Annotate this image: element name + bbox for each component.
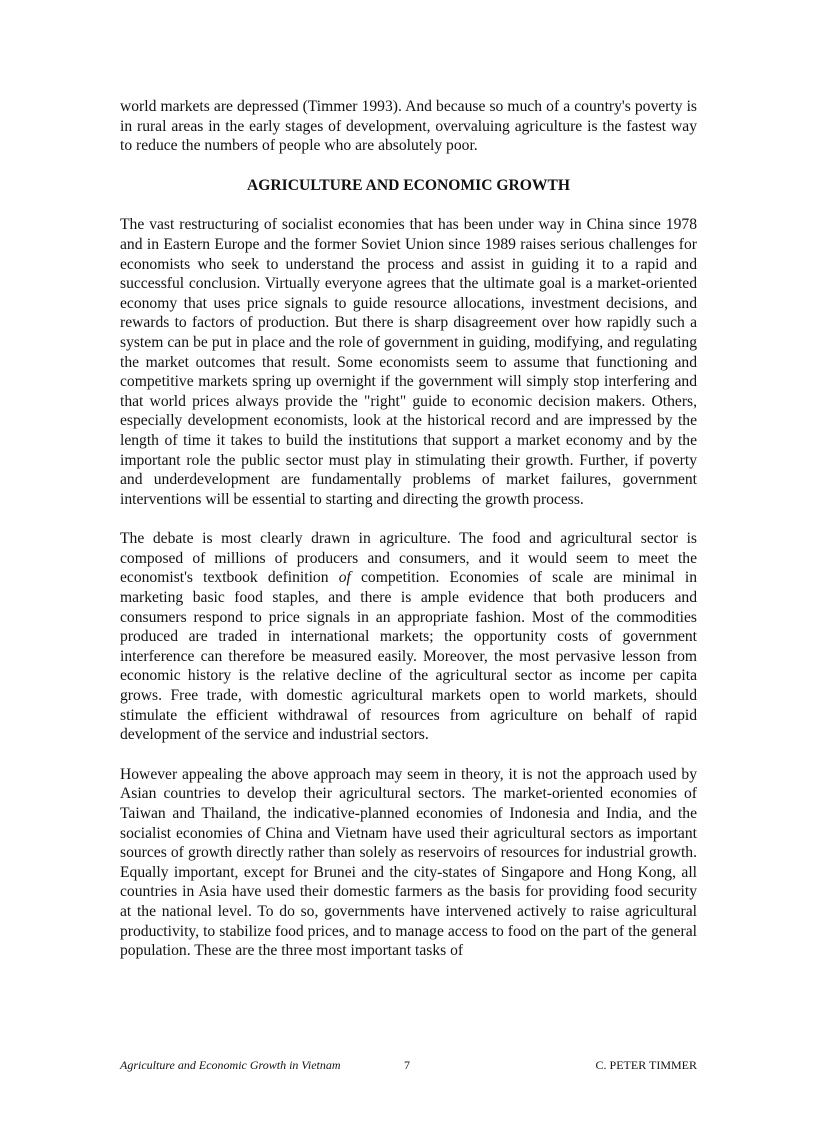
page-footer: [120, 1058, 697, 1074]
section-heading: AGRICULTURE AND ECONOMIC GROWTH: [246, 176, 571, 194]
intro-paragraph: world markets are depressed (Timmer 1993). And because so much of a country's poverty is in rural areas in the early stages of development, overvaluing agriculture is the fastest way to reduce the numbers of people who are absolutely poor.: [120, 98, 697, 155]
paragraph-debate-text-b: competition. Economies of scale are minimal in marketing basic food staples, and there is ample evidence that both producers and consumers respond to price signals in an appropriate fashion. Most of the commodities produced are traded in international markets; the opportunity costs of government interference can therefore be measured easily. Moreover, the most pervasive lesson from economic history is the relative decline of the agricultural sector as income per capita grows. Free trade, with domestic agricultural markets open to world markets, should stimulate the efficient withdrawal of resources from agriculture on behalf of rapid development of the service and industrial sectors.: [120, 569, 697, 744]
footer-page-number: 7: [404, 1058, 410, 1072]
paragraph-debate-italic-word: of: [338, 569, 351, 587]
paragraph-restructuring: The vast restructuring of socialist economies that has been under way in China since 1978 and in Eastern Europe and the former Soviet Union since 1989 raises serious challenges for economists who seek to understand the process and assist in guiding it to a rapid and successful conclusion. Virtually everyone agrees that the ultimate goal is a market-oriented economy that uses price signals to guide resource allocations, investment decisions, and rewards to factors of production. But there is sharp disagreement over how rapidly such a system can be put in place and the role of government in guiding, modifying, and regulating the market outcomes that result. Some economists seem to assume that functioning and competitive markets spring up overnight if the government will simply stop interfering and that world prices always provide the "right" guide to economic decision makers. Others, especially development economists, look at the historical record and are impressed by the length of time it takes to build the institutions that support a market economy and by the important role the public sector must play in stimulating their growth. Further, if poverty and underdevelopment are fundamentally problems of market failures, government interventions will be essential to starting and directing the growth process.: [120, 216, 697, 508]
footer-document-title: Agriculture and Economic Growth in Vietnam: [120, 1058, 341, 1072]
page-body: [120, 97, 697, 961]
paragraph-asian-approach: However appealing the above approach may seem in theory, it is not the approach used by Asian countries to develop their agricultural sectors. The market-oriented economies of Taiwan and Thailand, the indicative-planned economies of Indonesia and India, and the socialist economies of China and Vietnam have used their agricultural sectors as important sources of growth directly rather than solely as reservoirs of resources for industrial growth. Equally important, except for Brunei and the city-states of Singapore and Hong Kong, all countries in Asia have used their domestic farmers as the basis for providing food security at the national level. To do so, governments have intervened actively to raise agricultural productivity, to stabilize food prices, and to manage access to food on the part of the general population. These are the three most important tasks of: [120, 765, 697, 960]
paragraph-debate: [120, 529, 697, 745]
paragraph-debate-text-a: The debate is most clearly drawn in agriculture. The food and agricultural sector is composed of millions of producers and consumers, and it would seem to meet the economist's textbook definition: [120, 530, 697, 587]
footer-author: C. PETER TIMMER: [595, 1058, 697, 1072]
